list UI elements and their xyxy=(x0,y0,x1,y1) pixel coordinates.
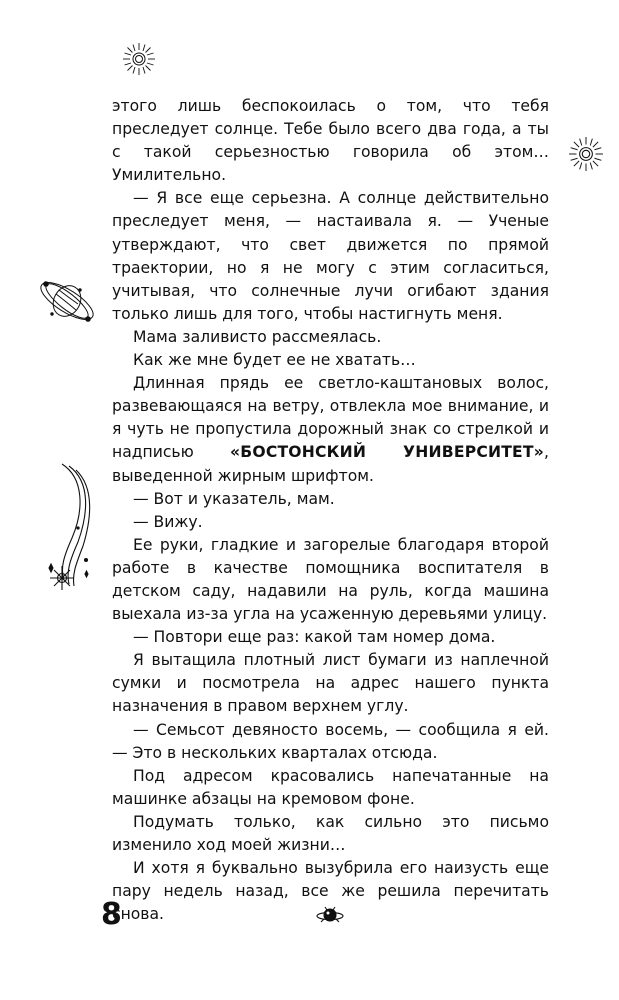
ufo-planet-icon xyxy=(315,904,345,926)
comet-swirl-icon xyxy=(38,462,98,592)
sign-text-bold: «БОСТОНСКИЙ УНИВЕРСИТЕТ» xyxy=(230,443,545,462)
paragraph: Как же мне будет ее не хватать… xyxy=(133,351,416,370)
paragraph: Ее руки, гладкие и загорелые благодаря второй работе в качестве помощника воспитателя в детском саду, надавили на руль, когда машина выехала из-за угла на усаженную деревьями улицу. xyxy=(112,535,549,624)
paragraph xyxy=(112,372,549,487)
paragraph: И хотя я буквально вызубрила его наизусть еще пару недель назад, все же решила перечитать снова. xyxy=(112,859,549,924)
paragraph: Мама заливисто рассмеялась. xyxy=(133,327,382,346)
page-number: 8 xyxy=(101,897,122,932)
paragraph: — Вот и указатель, мам. xyxy=(133,489,335,508)
paragraph: Подумать только, как сильно это письмо изменило ход моей жизни… xyxy=(112,812,549,854)
sun-icon xyxy=(568,136,604,172)
paragraph-text: Длинная прядь ее светло-каштановых волос, развевающаяся на ветру, отвлекла мое внимание, и я чуть не пропустила дорожный знак со стрелкой и надписью xyxy=(112,374,549,462)
paragraph: — Я все еще серьезна. А солнце действительно преследует меня, — настаивала я. — Ученые утверждают, что свет движется по прямой траектории, но я не могу с этим согласиться, учитывая, что солнечные лучи огибают здания только лишь для того, чтобы настигнуть меня. xyxy=(112,189,549,323)
sun-icon xyxy=(122,42,156,76)
body-text xyxy=(112,95,549,926)
paragraph: Под адресом красовались напечатанные на машинке абзацы на кремовом фоне. xyxy=(112,766,549,808)
paragraph: этого лишь беспокоилась о том, что тебя преследует солнце. Тебе было всего два года, а ты с такой серьезностью говорила об этом… Умилительно. xyxy=(112,97,549,185)
paragraph: Я вытащила плотный лист бумаги из наплечной сумки и посмотрела на адрес нашего пункта назначения в правом верхнем углу. xyxy=(112,651,549,716)
paragraph: — Повтори еще раз: какой там номер дома. xyxy=(133,628,496,647)
planet-orbit-icon xyxy=(34,270,100,332)
paragraph: — Семьсот девяносто восемь, — сообщила я ей. — Это в нескольких кварталах отсюда. xyxy=(112,720,549,762)
paragraph-text: , выведенной жирным шрифтом. xyxy=(112,443,549,485)
paragraph: — Вижу. xyxy=(133,512,203,531)
